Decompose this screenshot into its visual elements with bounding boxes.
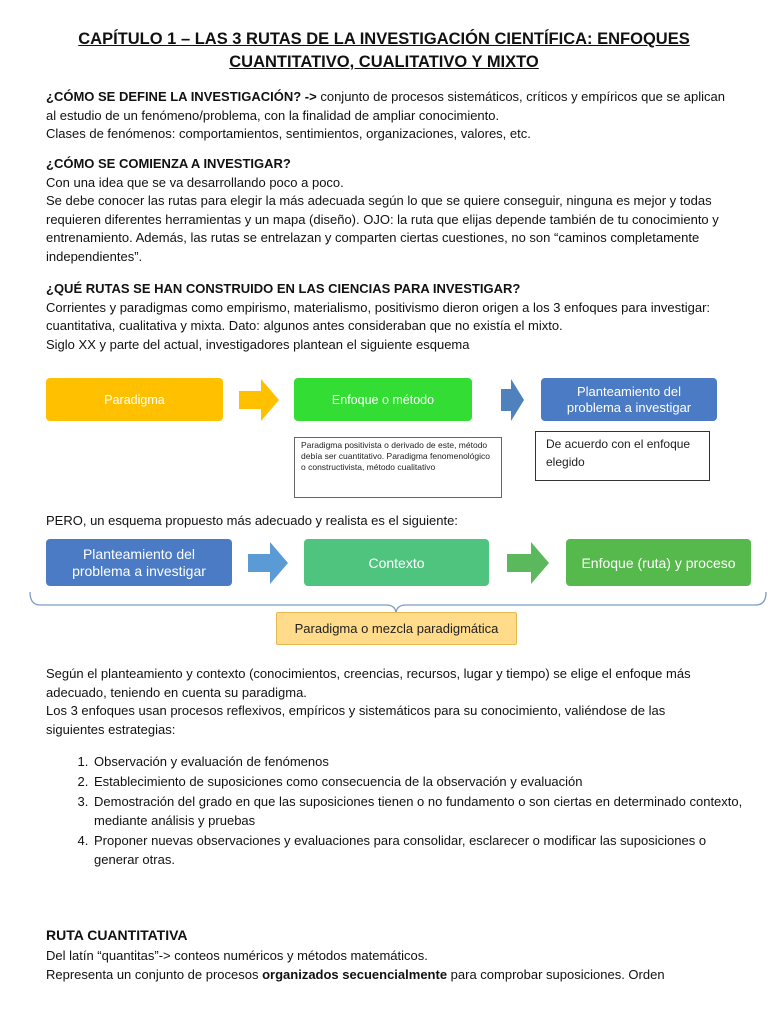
routes-text-2: Siglo XX y parte del actual, investigadores plantean el siguiente esquema [46, 336, 470, 352]
list-item: 4. Proponer nuevas observaciones y evaluaciones para consolidar, esclarecer o modificar las suposiciones o generar otras. [92, 831, 752, 869]
section-start [46, 155, 726, 266]
section-cuantitativa [46, 947, 726, 984]
cuantitativa-text-2b: organizados secuencialmente [262, 966, 448, 982]
arrow-right-icon [248, 542, 288, 584]
cuantitativa-text-2c: para comprobar suposiciones. Orden [447, 966, 665, 982]
diagram1-note-paradigms: Paradigma positivista o derivado de este, método debía ser cuantitativo. Paradigma fenomenológico o constructivista, método cualitativo [294, 437, 502, 498]
choice-text-2: Los 3 enfoques usan procesos reflexivos, empíricos y sistemáticos para su conocimiento, valiéndose de las siguientes estrategias: [46, 703, 666, 737]
phenomena-text: Clases de fenómenos: comportamientos, sentimientos, organizaciones, valores, etc. [46, 126, 531, 141]
list-item: 1. Observación y evaluación de fenómenos [92, 752, 752, 771]
diagram2-enfoque-box: Enfoque (ruta) y proceso [566, 539, 751, 586]
page-title: CAPÍTULO 1 – LAS 3 RUTAS DE LA INVESTIGACIÓN CIENTÍFICA: ENFOQUES CUANTITATIVO, CUALITATIVO Y MIXTO [78, 30, 690, 71]
diagram1-note-enfoque: De acuerdo con el enfoque elegido [535, 431, 710, 481]
arrow-right-icon [507, 542, 549, 584]
definition-text: conjunto de procesos sistemáticos, críticos y empíricos que se aplican al estudio de un fenómeno/problema, con la finalidad de ampliar conocimiento. [46, 89, 725, 123]
diagram1-enfoque-box: Enfoque o método [294, 378, 472, 421]
list-item: 2. Establecimiento de suposiciones como consecuencia de la observación y evaluación [92, 772, 752, 791]
diagram2-contexto-box: Contexto [304, 539, 489, 586]
section-routes [46, 280, 726, 354]
routes-text-1: Corrientes y paradigmas como empirismo, materialismo, positivismo dieron origen a los 3 enfoques para investigar: cuantitativa, cualitativa y mixta. Dato: algunos antes consideraban que no existía el mixto. [46, 299, 711, 333]
choice-text-1: Según el planteamiento y contexto (conocimientos, creencias, recursos, lugar y tiempo) se elige el enfoque más adecuado, teniendo en cuenta su paradigma. [46, 666, 691, 700]
question-definition: ¿CÓMO SE DEFINE LA INVESTIGACIÓN? -> [46, 89, 317, 104]
start-text-1: Con una idea que se va desarrollando poco a poco. [46, 174, 344, 190]
diagram2-paradigma-box: Paradigma o mezcla paradigmática [276, 612, 517, 645]
start-text-2: Se debe conocer las rutas para elegir la más adecuada según lo que se quiere conseguir, ninguna es mejor y todas requieren diferentes herramientas y un mapa (diseño). OJO: la ruta que elijas depende también de tu conocimiento y entrenamiento. Además, las rutas se entrelazan y comparten ciertas cuestiones, no son “caminos completamente independientes”. [46, 193, 719, 264]
diagram2-planteamiento-box: Planteamiento del problema a investigar [46, 539, 232, 586]
arrow-right-icon [239, 379, 279, 421]
cuantitativa-text-2a: Representa un conjunto de procesos [46, 966, 263, 982]
diagram1-paradigma-box: Paradigma [46, 378, 223, 421]
diagram1-planteamiento-box: Planteamiento del problema a investigar [541, 378, 717, 421]
list-item: 3. Demostración del grado en que las suposiciones tienen o no fundamento o son ciertas en determinado contexto, mediante análisis y pruebas [92, 792, 752, 830]
question-routes: ¿QUÉ RUTAS SE HAN CONSTRUIDO EN LAS CIENCIAS PARA INVESTIGAR? [46, 281, 521, 296]
cuantitativa-text-1: Del latín “quantitas”-> conteos numéricos y métodos matemáticos. [46, 948, 428, 963]
strategies-list [46, 752, 752, 870]
section-heading-cuantitativa: RUTA CUANTITATIVA [46, 927, 188, 943]
pero-text: PERO, un esquema propuesto más adecuado y realista es el siguiente: [46, 513, 458, 528]
arrow-right-icon [501, 379, 524, 421]
question-start: ¿CÓMO SE COMIENZA A INVESTIGAR? [46, 156, 291, 171]
section-definition [46, 88, 726, 144]
section-choice [46, 665, 726, 739]
